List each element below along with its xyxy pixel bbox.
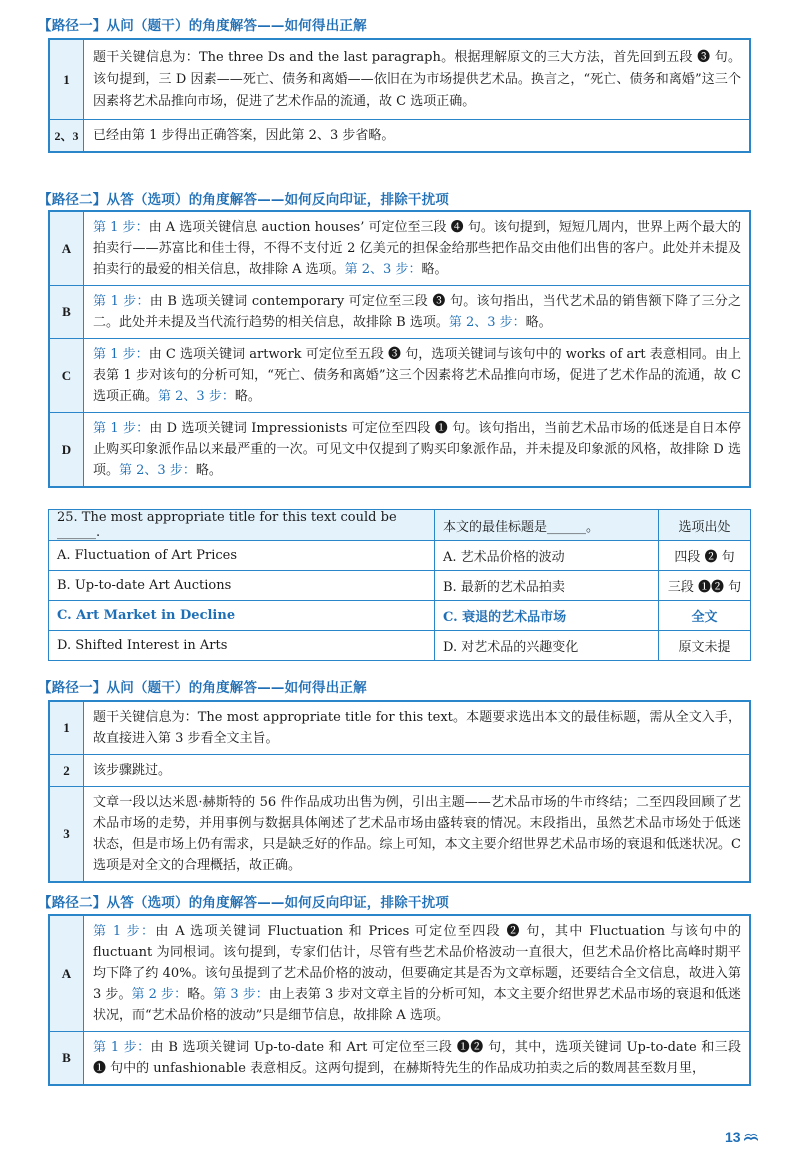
step-label: 第 1 步： [93,294,150,309]
option-zh: A. 艺术品价格的波动 [435,541,659,571]
option-en: D. Shifted Interest in Arts [49,631,435,661]
q24-path1-table [48,38,751,153]
step-label: 第 3 步： [213,987,269,1002]
row-text [84,1032,749,1084]
table-row [50,212,749,285]
table-row [50,285,749,338]
row-text: 已经由第 1 步得出正确答案，因此第 2、3 步省略。 [93,128,395,143]
row-label: 2 [50,755,84,786]
q24-path2-heading: 【路径二】从答（选项）的角度解答——如何反向印证，排除干扰项 [38,192,449,208]
table-row [50,702,749,754]
table-row [50,754,749,786]
step-label: 第 1 步： [93,421,150,436]
row-text [84,212,749,285]
step-label: 第 2、3 步： [344,262,422,277]
q25-path2-heading: 【路径二】从答（选项）的角度解答——如何反向印证，排除干扰项 [38,895,449,911]
row-text: 文章一段以达米恩·赫斯特的 56 件作品成功出售为例，引出主题——艺术品市场的牛市终结；二至四段回顾了艺术品市场的走势，并用事例与数据具体阐述了艺术品市场由盛转衰的情况。末段指出，虽然艺术品市场处于低迷状态，但是市场上仍有需求，只是缺乏好的作品。综上可知，本文主要介绍世界艺术品市场的衰退和低迷状况。C 选项是对全文的合理概括，故正确。 [93,795,741,873]
step-text: 由 B 选项关键词 contemporary 可定位至三段 ❸ 句。该句指出，当代艺术品的销售额下降了三分之二。此处并未提及当代流行趋势的相关信息，故排除 B 选项。 [93,294,741,330]
row-label: D [50,413,84,486]
row-label: 2、3 [50,120,84,151]
table-row [50,916,749,1031]
option-row-c [49,601,751,631]
option-en: A. Fluctuation of Art Prices [49,541,435,571]
option-row-b [49,571,751,601]
table-row [50,40,749,119]
row-label: B [50,286,84,338]
option-zh: B. 最新的艺术品拍卖 [435,571,659,601]
step-text: 由 C 选项关键词 artwork 可定位至五段 ❸ 句，选项关键词与该句中的 works of art 表意相同。由上表第 1 步对该句的分析可知，“死亡、债务和离婚”这三个因素将艺术品推向市场，促进了艺术作品的流通，故 C 选项正确。 [93,347,741,404]
option-en: B. Up-to-date Art Auctions [49,571,435,601]
step-text: 由 B 选项关键词 Up-to-date 和 Art 可定位至三段 ❶❷ 句，其中，选项关键词 Up-to-date 和三段 ❶ 句中的 unfashionable 表意相反。这两句提到，在赫斯特先生的作品成功拍卖之后的数周甚至数月里， [93,1040,741,1076]
option-en: C. Art Market in Decline [49,601,435,631]
step-label: 第 2 步： [131,987,188,1002]
option-source: 四段 ❷ 句 [659,541,751,571]
row-text [84,339,749,412]
q24-path1-heading: 【路径一】从问（题干）的角度解答——如何得出正解 [38,18,367,34]
q24-path2-table [48,210,751,488]
table-row [50,412,749,486]
step-text: 略。 [421,262,448,277]
row-label: 1 [50,702,84,754]
option-row-a [49,541,751,571]
step-label: 第 2、3 步： [158,389,235,404]
option-source: 全文 [659,601,751,631]
step-text: 由 D 选项关键词 Impressionists 可定位至四段 ❶ 句。该句指出，当前艺术品市场的低迷是自日本停止购买印象派作品以来最严重的一次。可见文中仅提到了购买印象派作品，并未提及印象派的风格，故排除 D 选项。 [93,421,741,478]
step-text: 由 A 选项关键信息 auction houses’ 可定位至三段 ❹ 句。该句提到，短短几周内，世界上两个最大的拍卖行——苏富比和佳士得，不得不支付近 2 亿美元的担保金给那些把作品交由他们出售的客户。此处并未提及拍卖行的最爱的相关信息，故排除 A 选项。 [93,220,741,277]
q25-path2-table [48,914,751,1086]
row-label: A [50,212,84,285]
row-text [84,916,749,1031]
option-source: 原文未提 [659,631,751,661]
step-label: 第 1 步： [93,924,156,939]
q25-options-table [48,509,751,661]
row-label: C [50,339,84,412]
step-text: 由 A 选项关键词 Fluctuation 和 Prices 可定位至四段 ❷ 句，其中 Fluctuation 与该句中的 fluctuant 为同根词。该句提到，专家们估计，尽管有些艺术品价格波动一直很大，但艺术品价格比高峰时期平均下降了约 40%。该句虽提到了艺术品价格的波动，但要确定其是否为文章标题，还要结合全文信息，故进入第 3 步。 [93,924,741,1002]
source-column-header: 选项出处 [659,510,751,541]
table-row [50,786,749,881]
row-text: 题干关键信息为：The three Ds and the last paragraph。根据理解原文的三大方法，首先回到五段 ❸ 句。该句提到，三 D 因素——死亡、债务和离婚——依旧在为市场提供艺术品。换言之，“死亡、债务和离婚”这三个因素将艺术品推向市场，促进了艺术作品的流通，故 C 选项正确。 [93,50,741,109]
step-text: 略。 [187,987,214,1002]
row-text: 题干关键信息为：The most appropriate title for this text。本题要求选出本文的最佳标题，需从全文入手，故直接进入第 3 步看全文主旨。 [93,710,741,746]
question-stem-zh: 本文的最佳标题是______。 [435,510,659,541]
row-label: 3 [50,787,84,881]
option-row-d [49,631,751,661]
row-label: 1 [50,40,84,119]
step-label: 第 1 步： [93,347,149,362]
option-zh: D. 对艺术品的兴趣变化 [435,631,659,661]
page-number: 13 [725,1129,741,1145]
step-label: 第 2、3 步： [119,463,196,478]
table-row [50,119,749,151]
option-zh: C. 衰退的艺术品市场 [435,601,659,631]
step-text: 由上表第 3 步对文章主旨的分析可知，本文主要介绍世界艺术品市场的衰退和低迷状况，而“艺术品价格的波动”只是细节信息，故排除 A 选项。 [93,987,741,1023]
step-text: 略。 [234,389,261,404]
step-label: 第 2、3 步： [448,315,526,330]
option-source: 三段 ❶❷ 句 [659,571,751,601]
step-label: 第 1 步： [93,1040,151,1055]
table-row [50,338,749,412]
step-label: 第 1 步： [93,220,149,235]
row-text [84,413,749,486]
q25-path1-table [48,700,751,883]
q25-path1-heading: 【路径一】从问（题干）的角度解答——如何得出正解 [38,680,367,696]
step-text: 略。 [525,315,552,330]
book-icon [744,1133,758,1141]
row-text: 该步骤跳过。 [93,763,172,778]
row-label: A [50,916,84,1031]
step-text: 略。 [195,463,222,478]
table-header-row [49,510,751,541]
table-row [50,1031,749,1084]
question-stem-en: 25. The most appropriate title for this text could be ______. [49,510,435,541]
row-label: B [50,1032,84,1084]
row-text [84,286,749,338]
